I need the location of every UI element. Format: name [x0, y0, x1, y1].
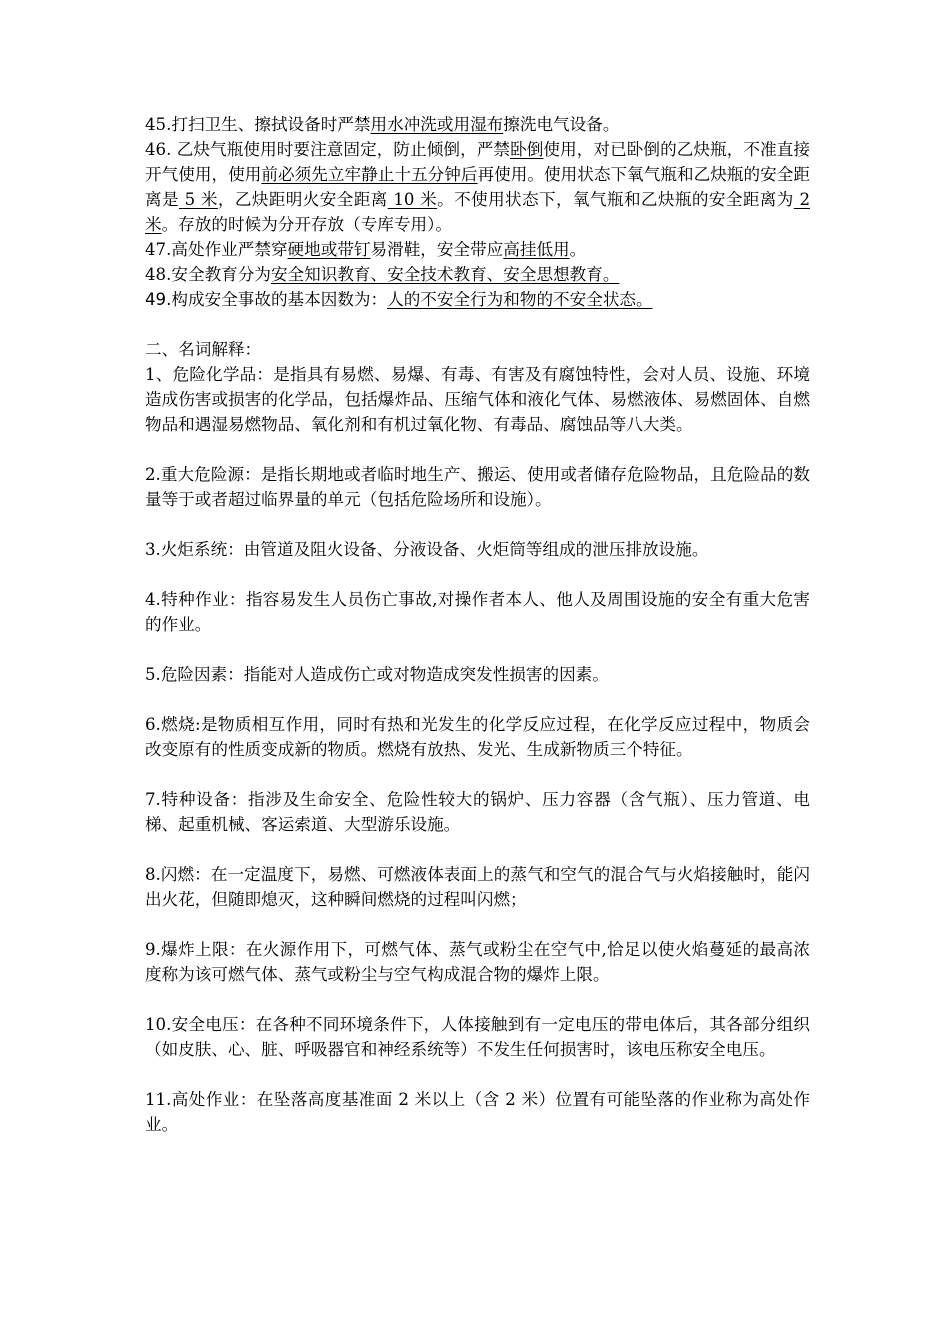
definition-item: 3.火炬系统：由管道及阻火设备、分液设备、火炬筒等组成的泄压排放设施。 [145, 540, 709, 559]
q47-text: 47.高处作业严禁穿 [145, 240, 288, 259]
q47-text-end: 。 [569, 240, 587, 259]
q46-answer-1: 卧倒 [510, 140, 544, 159]
q46-text-3: 再使用。使用状态下氧气瓶和乙炔瓶的安全距离是 [145, 165, 811, 209]
spacer [145, 562, 810, 587]
question-46 [145, 137, 810, 237]
q45-answer: 用水冲洗或用湿布 [370, 115, 504, 134]
q45-text: 45.打扫卫生、擦拭设备时严禁 [145, 115, 371, 134]
spacer [145, 837, 810, 862]
definition-item: 5.危险因素：指能对人造成伤亡或对物造成突发性损害的因素。 [145, 665, 609, 684]
q46-text-2: 使用，对已卧倒的乙炔瓶，不准直接开气使用，使用 [145, 140, 811, 184]
q46-text: 46. 乙炔气瓶使用时要注意固定，防止倾倒，严禁 [145, 140, 511, 159]
q46-answer-4: 10 米 [387, 190, 438, 209]
q46-text-5: 。不使用状态下，氧气瓶和乙炔瓶的安全距离为 [437, 190, 794, 209]
q45-text-end: 擦洗电气设备。 [503, 115, 620, 134]
definition-item: 9.爆炸上限：在火源作用下，可燃气体、蒸气或粉尘在空气中,恰足以使火焰蔓延的最高浓度称为该可燃气体、蒸气或粉尘与空气构成混合物的爆炸上限。 [145, 940, 810, 984]
spacer [145, 687, 810, 712]
definition-item: 6.燃烧:是物质相互作用，同时有热和光发生的化学反应过程，在化学反应过程中，物质会改变原有的性质变成新的物质。燃烧有放热、发光、生成新物质三个特征。 [145, 715, 810, 759]
definition-item: 11.高处作业：在坠落高度基准面 2 米以上（含 2 米）位置有可能坠落的作业称为高处作业。 [145, 1090, 810, 1134]
question-48 [145, 262, 810, 287]
section-title: 二、名词解释： [145, 340, 262, 359]
q47-answer-1: 硬地或带钉 [287, 240, 371, 259]
q46-text-end: 。存放的时候为分开存放（专库专用）。 [161, 215, 452, 234]
definition-item: 7.特种设备：指涉及生命安全、危险性较大的锅炉、压力容器（含气瓶）、压力管道、电梯、起重机械、客运索道、大型游乐设施。 [145, 790, 810, 834]
spacer [145, 637, 810, 662]
spacer [145, 312, 810, 337]
question-47 [145, 237, 810, 262]
spacer [145, 762, 810, 787]
definition-item: 1、危险化学品：是指具有易燃、易爆、有毒、有害及有腐蚀特性，会对人员、设施、环境造成伤害或损害的化学品，包括爆炸品、压缩气体和液化气体、易燃液体、易燃固体、自燃物品和遇湿易燃物品、氧化剂和有机过氧化物、有毒品、腐蚀品等八大类。 [145, 365, 810, 434]
definition-item: 2.重大危险源：是指长期地或者临时地生产、搬运、使用或者储存危险物品，且危险品的数量等于或者超过临界量的单元（包括危险场所和设施）。 [145, 465, 810, 509]
definition-item: 8.闪燃：在一定温度下，易燃、可燃液体表面上的蒸气和空气的混合气与火焰接触时，能闪出火花，但随即熄灭，这种瞬间燃烧的过程叫闪燃； [145, 865, 810, 909]
q49-answer: 人的不安全行为和物的不安全状态。 [387, 290, 653, 309]
q46-text-4: ，乙炔距明火安全距离 [217, 190, 388, 209]
spacer [145, 512, 810, 537]
spacer [145, 987, 810, 1012]
definition-item: 10.安全电压：在各种不同环境条件下，人体接触到有一定电压的带电体后，其各部分组织（如皮肤、心、脏、呼吸器官和神经系统等）不发生任何损害时，该电压称安全电压。 [145, 1015, 810, 1059]
q47-answer-2: 高挂低用 [503, 240, 570, 259]
spacer [145, 912, 810, 937]
question-45 [145, 112, 810, 137]
q46-answer-5: 2 米 [145, 190, 811, 234]
question-49 [145, 287, 810, 312]
q49-text: 49.构成安全事故的基本因数为： [145, 290, 388, 309]
definition-item: 4.特种作业：指容易发生人员伤亡事故,对操作者本人、他人及周围设施的安全有重大危害的作业。 [145, 590, 810, 634]
q48-answer: 安全知识教育、安全技术教育、安全思想教育。 [270, 265, 620, 284]
document-page [145, 112, 810, 1137]
q46-answer-3: 5 米 [178, 190, 218, 209]
q48-text: 48.安全教育分为 [145, 265, 271, 284]
spacer [145, 437, 810, 462]
spacer [145, 1062, 810, 1087]
q46-answer-2: 前必须先立牢静止十五分钟后 [261, 165, 478, 184]
q47-text-2: 易滑鞋，安全带应 [370, 240, 504, 259]
